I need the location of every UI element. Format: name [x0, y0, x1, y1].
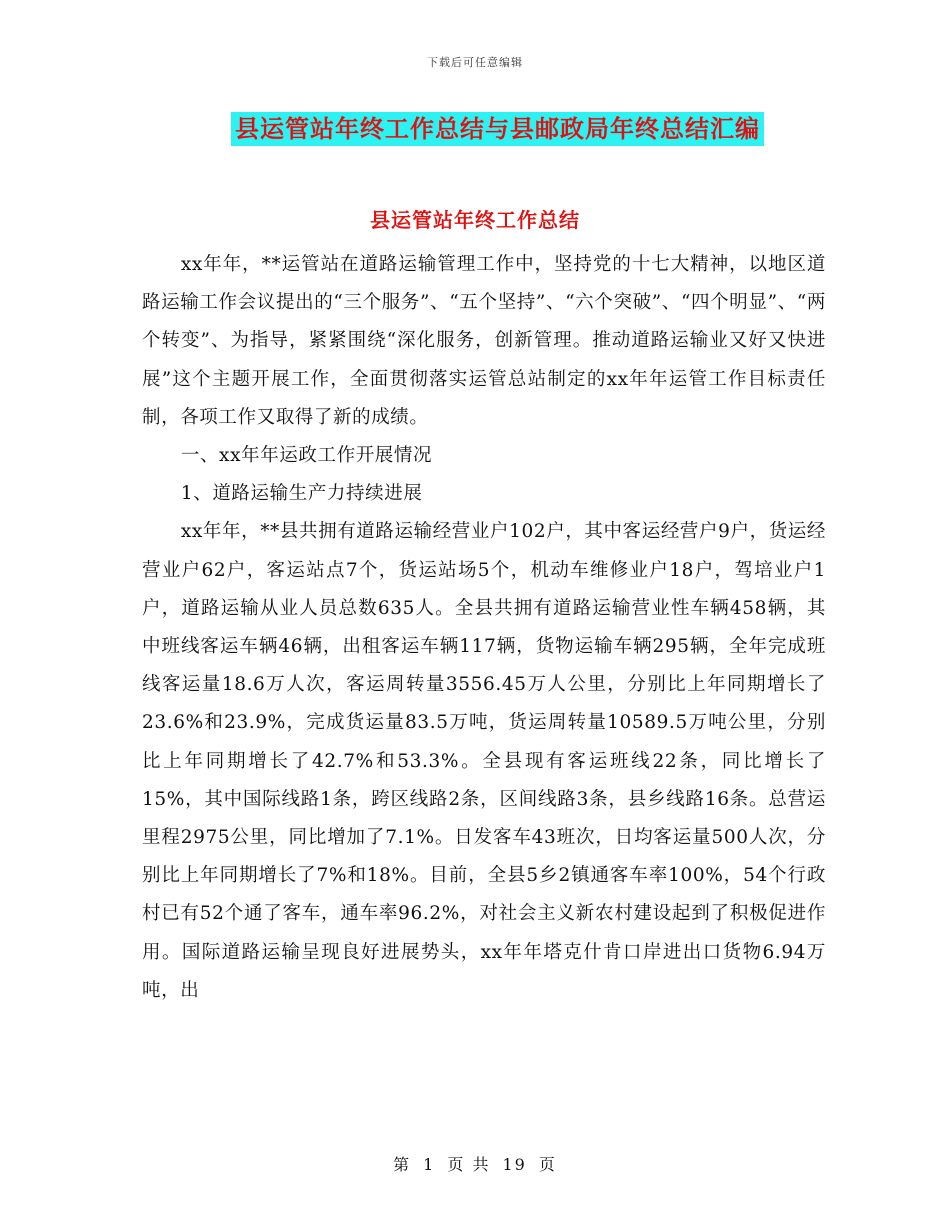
main-title-wrap: [0, 112, 950, 146]
footer-middle: 页 共: [447, 1155, 491, 1174]
section-heading: 一、xx年年运政工作开展情况: [180, 445, 433, 467]
footer-page-number: 1: [423, 1155, 436, 1174]
body-text: [142, 246, 826, 1010]
subsection-heading: 1、道路运输生产力持续进展: [180, 483, 423, 505]
header-note: 下载后可任意编辑: [427, 56, 523, 69]
paragraph-statistics: xx年年，**县共拥有道路运输经营业户102户，其中客运经营户9户，货运经营业户62户，客运站点7个，货运站场5个，机动车维修业户18户，驾培业户1户，道路运输从业人员总数635人。全县共拥有道路运输营业性车辆458辆，其中班线客运车辆46辆，出租客运车辆117辆，货物运输车辆295辆，全年完成班线客运量18.6万人次，客运周转量3556.45万人公里，分别比上年同期增长了23.6%和23.9%，完成货运量83.5万吨，货运周转量10589.5万吨公里，分别比上年同期增长了42.7%和53.3%。全县现有客运班线22条，同比增长了15%，其中国际线路1条，跨区线路2条，区间线路3条，县乡线路16条。总营运里程2975公里，同比增加了7.1%。日发客车43班次，日均客运量500人次，分别比上年同期增长了7%和18%。目前，全县5乡2镇通客车率100%，54个行政村已有52个通了客车，通车率96.2%，对社会主义新农村建设起到了积极促进作用。国际道路运输呈现良好进展势头，xx年年塔克什肯口岸进出口货物6.94万吨，出: [142, 521, 826, 1001]
main-title: 县运管站年终工作总结与县邮政局年终总结汇编: [231, 112, 764, 146]
footer-prefix: 第: [393, 1155, 412, 1174]
paragraph-intro: xx年年，**运管站在道路运输管理工作中，坚持党的十七大精神，以地区道路运输工作会议提出的“三个服务”、“五个坚持”、“六个突破”、“四个明显”、“两个转变”、为指导，紧紧围绕“深化服务，创新管理。推动道路运输业又好又快进展”这个主题开展工作，全面贯彻落实运管总站制定的xx年年运管工作目标责任制，各项工作又取得了新的成绩。: [142, 254, 826, 428]
footer-suffix: 页: [538, 1155, 557, 1174]
page-footer: [0, 1152, 950, 1175]
sub-title: 县运管站年终工作总结: [370, 208, 580, 232]
footer-total-pages: 19: [502, 1155, 527, 1174]
